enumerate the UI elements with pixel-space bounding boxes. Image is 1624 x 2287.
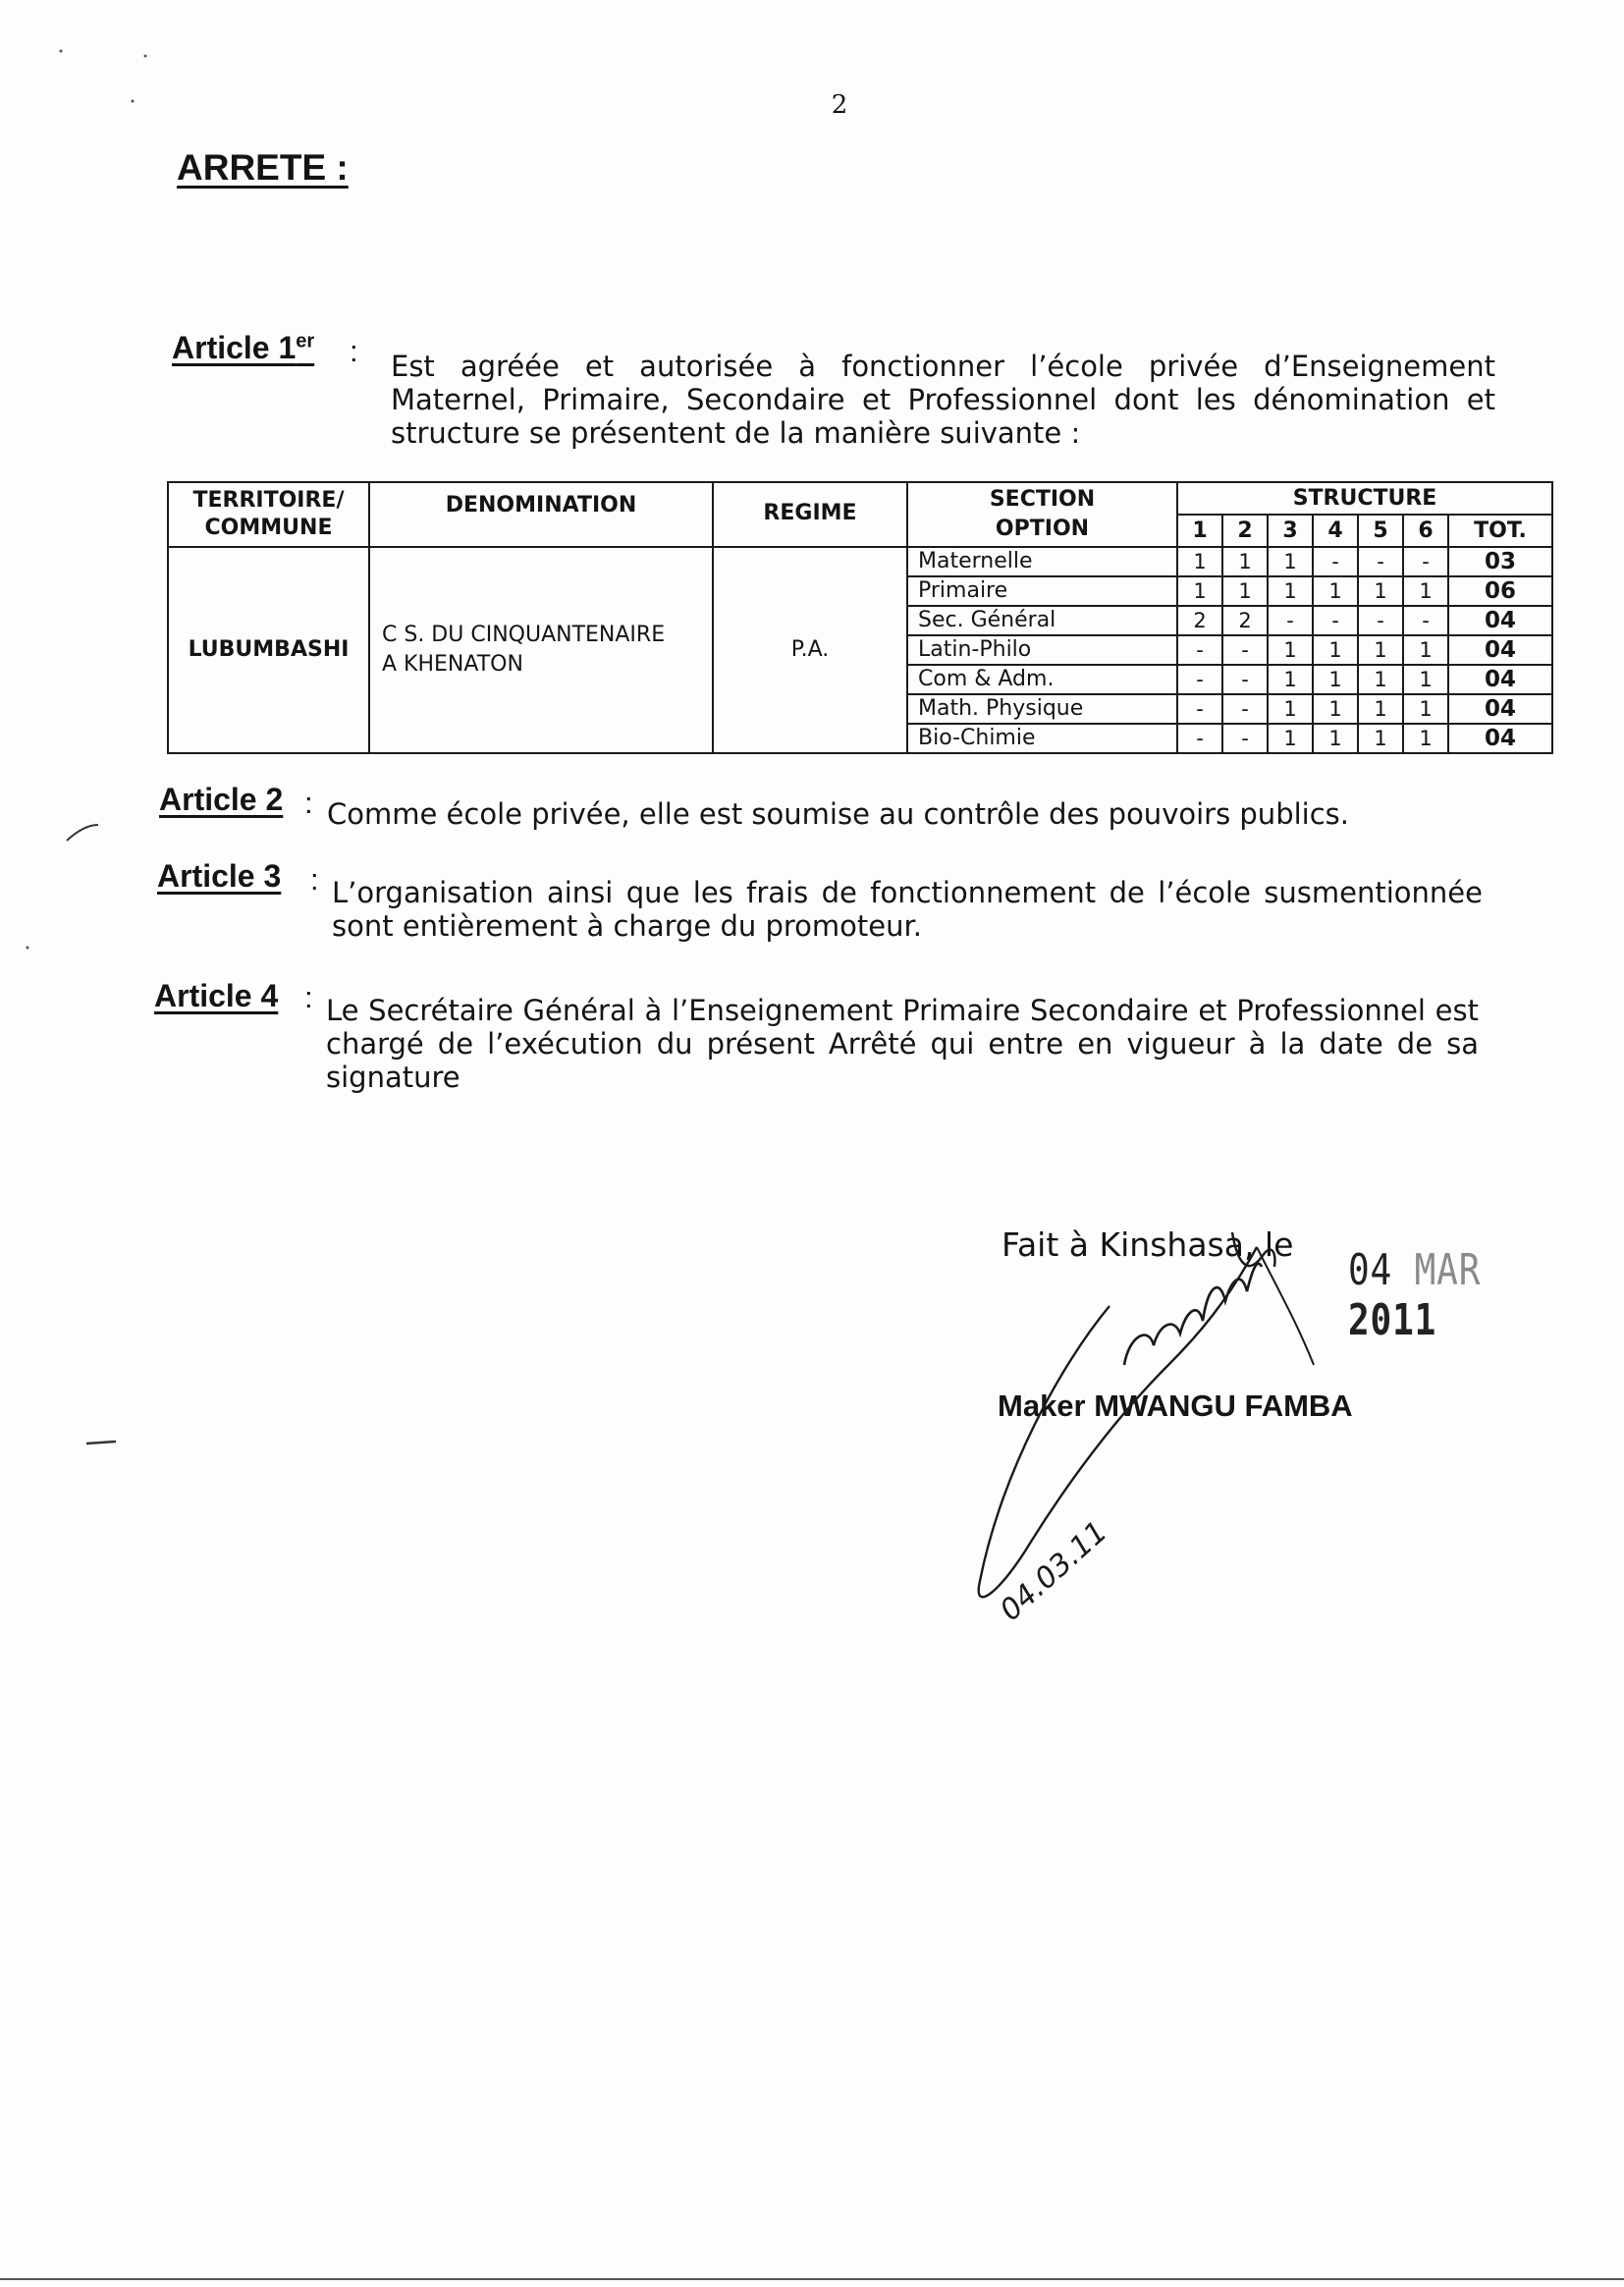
article-2-text: Comme école privée, elle est soumise au contrôle des pouvoirs publics.	[327, 797, 1349, 831]
structure-cell: 1	[1358, 665, 1403, 694]
handwritten-date-text: 04.03.11	[993, 1514, 1114, 1628]
structure-cell: -	[1268, 606, 1313, 635]
structure-cell: 1	[1403, 576, 1448, 606]
total-cell: 04	[1448, 724, 1552, 753]
denomination-cell	[369, 547, 713, 753]
signature-scribble	[1124, 1264, 1262, 1365]
article-3-text: L’organisation ainsi que les frais de fonctionnement de l’école susmentionnée sont entièrement à charge du promoteur.	[332, 876, 1483, 943]
structure-cell: 1	[1222, 576, 1268, 606]
structure-cell: 1	[1358, 635, 1403, 665]
article-4-label: Article 4	[154, 978, 279, 1013]
structure-cell: -	[1177, 724, 1222, 753]
signatory-name: Maker MWANGU FAMBA	[998, 1389, 1353, 1423]
structure-cell: 1	[1268, 547, 1313, 576]
structure-table	[167, 481, 1553, 754]
header-territoire: TERRITOIRE/ COMMUNE	[168, 482, 369, 547]
structure-cell: -	[1358, 547, 1403, 576]
structure-cell: -	[1222, 694, 1268, 724]
header-year: 3	[1268, 515, 1313, 547]
structure-cell: -	[1177, 665, 1222, 694]
section-cell: Bio-Chimie	[907, 724, 1177, 753]
article-3-label: Article 3	[157, 858, 282, 894]
structure-cell: 1	[1268, 635, 1313, 665]
section-cell: Primaire	[907, 576, 1177, 606]
structure-cell: 1	[1313, 724, 1358, 753]
structure-cell: 1	[1358, 724, 1403, 753]
section-cell: Sec. Général	[907, 606, 1177, 635]
section-cell: Math. Physique	[907, 694, 1177, 724]
structure-cell: 1	[1177, 576, 1222, 606]
signature-mark	[1232, 1232, 1274, 1267]
article-1-label-sup: er	[296, 330, 315, 353]
handwritten-signature	[962, 1218, 1394, 1650]
structure-cell: 1	[1403, 665, 1448, 694]
structure-cell: -	[1177, 694, 1222, 724]
structure-cell: 1	[1358, 694, 1403, 724]
structure-cell: 1	[1313, 665, 1358, 694]
header-regime: REGIME	[713, 482, 907, 547]
structure-cell: 1	[1313, 576, 1358, 606]
denomination-line-2: A KHENATON	[382, 652, 523, 677]
total-cell: 04	[1448, 694, 1552, 724]
section-cell: Com & Adm.	[907, 665, 1177, 694]
header-year: 1	[1177, 515, 1222, 547]
total-cell: 04	[1448, 635, 1552, 665]
structure-cell: -	[1313, 606, 1358, 635]
header-structure: STRUCTURE	[1177, 482, 1552, 515]
header-year: 5	[1358, 515, 1403, 547]
stamp-day: 04	[1348, 1245, 1393, 1295]
structure-cell: 2	[1177, 606, 1222, 635]
structure-cell: -	[1403, 547, 1448, 576]
structure-cell: -	[1222, 635, 1268, 665]
section-cell: Latin-Philo	[907, 635, 1177, 665]
structure-cell: -	[1222, 665, 1268, 694]
decree-heading: ARRETE :	[177, 147, 349, 188]
structure-cell: -	[1313, 547, 1358, 576]
header-section: SECTION OPTION	[907, 482, 1177, 547]
article-4-text: Le Secrétaire Général à l’Enseignement Primaire Secondaire et Professionnel est chargé de l’exécution du présent Arrêté qui entre en vigueur à la date de sa signature	[326, 994, 1479, 1094]
structure-cell: 1	[1268, 724, 1313, 753]
structure-cell: 1	[1403, 635, 1448, 665]
structure-cell: 1	[1403, 724, 1448, 753]
header-year: 2	[1222, 515, 1268, 547]
structure-cell: -	[1358, 606, 1403, 635]
article-1-text: Est agréée et autorisée à fonctionner l’école privée d’Enseignement Maternel, Primaire, Secondaire et Professionnel dont les dénomination et structure se présentent de la manière suivante :	[391, 350, 1495, 450]
structure-cell: 2	[1222, 606, 1268, 635]
scan-marks	[0, 0, 196, 1473]
section-cell: Maternelle	[907, 547, 1177, 576]
article-4-colon: :	[304, 980, 313, 1014]
total-cell: 06	[1448, 576, 1552, 606]
header-year: 4	[1313, 515, 1358, 547]
signature-diagonal-stroke	[1257, 1247, 1314, 1365]
header-year: 6	[1403, 515, 1448, 547]
header-denomination: DENOMINATION	[369, 482, 713, 547]
article-2-label: Article 2	[159, 782, 284, 817]
structure-cell: 1	[1177, 547, 1222, 576]
territoire-cell: LUBUMBASHI	[168, 547, 369, 753]
regime-cell: P.A.	[713, 547, 907, 753]
article-2-colon: :	[304, 786, 313, 820]
signature-loop-stroke	[979, 1247, 1257, 1597]
structure-cell: 1	[1222, 547, 1268, 576]
total-cell: 04	[1448, 665, 1552, 694]
structure-cell: -	[1403, 606, 1448, 635]
article-1-label-text: Article 1	[172, 330, 297, 365]
table-row	[168, 547, 1552, 576]
place-date-line: Fait à Kinshasa, le	[1001, 1225, 1294, 1264]
article-1-colon: :	[350, 334, 358, 368]
structure-cell: 1	[1268, 694, 1313, 724]
denomination-line-1: C S. DU CINQUANTENAIRE	[382, 623, 666, 647]
structure-cell: -	[1177, 635, 1222, 665]
structure-cell: 1	[1268, 665, 1313, 694]
table-header-row	[168, 482, 1552, 515]
total-cell: 04	[1448, 606, 1552, 635]
structure-cell: -	[1222, 724, 1268, 753]
structure-cell: 1	[1313, 635, 1358, 665]
structure-cell: 1	[1313, 694, 1358, 724]
article-3-colon: :	[310, 862, 319, 897]
structure-cell: 1	[1358, 576, 1403, 606]
stamp-month: MAR	[1414, 1245, 1482, 1295]
structure-cell: 1	[1268, 576, 1313, 606]
structure-cell: 1	[1403, 694, 1448, 724]
bottom-border-line	[0, 2278, 1624, 2280]
total-cell: 03	[1448, 547, 1552, 576]
header-total: TOT.	[1448, 515, 1552, 547]
stamp-year: 2011	[1348, 1295, 1437, 1345]
page-number: 2	[831, 90, 848, 120]
